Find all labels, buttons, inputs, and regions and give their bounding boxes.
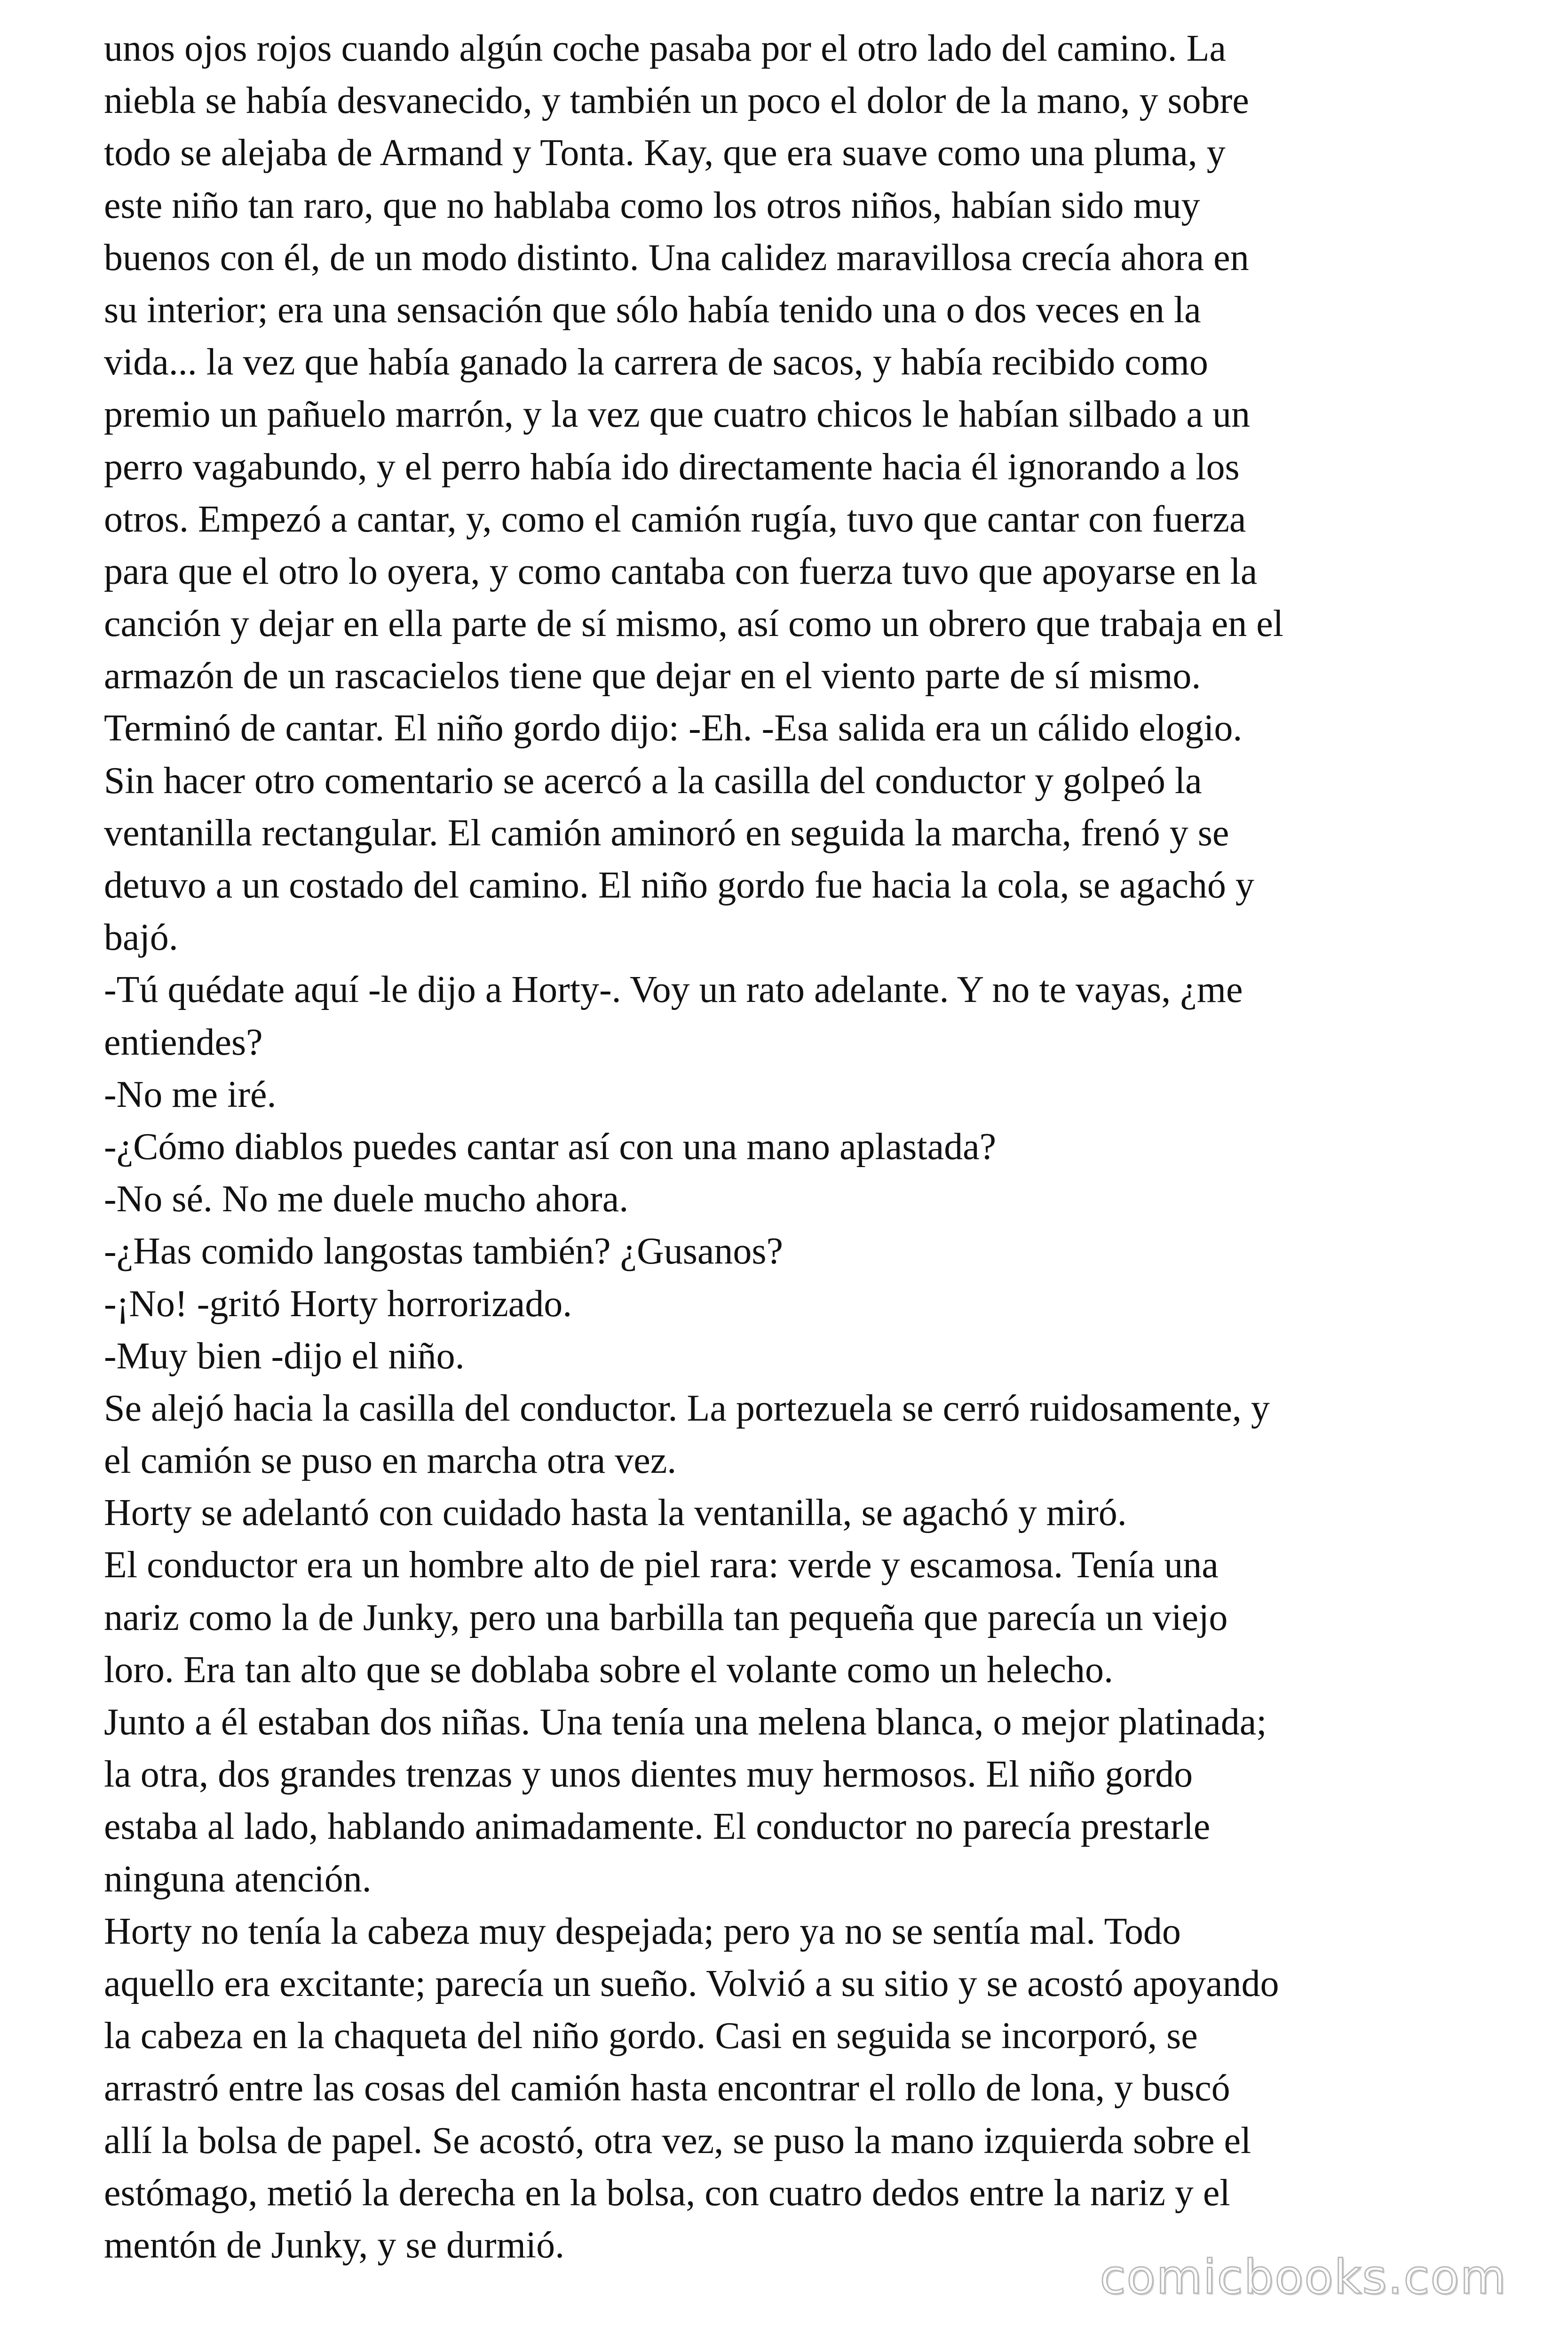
text-line: -No sé. No me duele mucho ahora. xyxy=(104,1178,629,1220)
text-line: su interior; era una sensación que sólo había tenido una o dos veces en la xyxy=(104,289,1201,331)
text-line: vida... la vez que había ganado la carrera de sacos, y había recibido como xyxy=(104,342,1208,383)
text-line: arrastró entre las cosas del camión hasta encontrar el rollo de lona, y buscó xyxy=(104,2067,1230,2109)
text-line: este niño tan raro, que no hablaba como los otros niños, habían sido muy xyxy=(104,184,1200,226)
text-line: Horty no tenía la cabeza muy despejada; pero ya no se sentía mal. Todo xyxy=(104,1910,1181,1952)
text-line: niebla se había desvanecido, y también un poco el dolor de la mano, y sobre xyxy=(104,80,1249,122)
text-line: -¡No! -gritó Horty horrorizado. xyxy=(104,1283,572,1325)
text-line: detuvo a un costado del camino. El niño gordo fue hacia la cola, se agachó y xyxy=(104,865,1254,906)
text-line: Se alejó hacia la casilla del conductor. La portezuela se cerró ruidosamente, y xyxy=(104,1387,1270,1429)
text-line: -¿Cómo diablos puedes cantar así con una mano aplastada? xyxy=(104,1126,997,1168)
text-line: estaba al lado, hablando animadamente. El conductor no parecía prestarle xyxy=(104,1806,1211,1848)
watermark: comicbooks.com xyxy=(1100,2249,1507,2304)
text-line: loro. Era tan alto que se doblaba sobre el volante como un helecho. xyxy=(104,1649,1113,1691)
text-line: Horty se adelantó con cuidado hasta la ventanilla, se agachó y miró. xyxy=(104,1492,1127,1534)
text-line: -Tú quédate aquí -le dijo a Horty-. Voy un rato adelante. Y no te vayas, ¿me xyxy=(104,969,1243,1011)
text-line: aquello era excitante; parecía un sueño. Volvió a su sitio y se acostó apoyando xyxy=(104,1963,1279,2004)
text-line: entiendes? xyxy=(104,1021,263,1063)
text-line: allí la bolsa de papel. Se acostó, otra vez, se puso la mano izquierda sobre el xyxy=(104,2120,1251,2161)
text-line: -No me iré. xyxy=(104,1073,277,1115)
text-line: premio un pañuelo marrón, y la vez que cuatro chicos le habían silbado a un xyxy=(104,394,1250,436)
text-line: ninguna atención. xyxy=(104,1858,372,1900)
text-line: para que el otro lo oyera, y como cantaba con fuerza tuvo que apoyarse en la xyxy=(104,550,1258,592)
text-line: bajó. xyxy=(104,917,178,959)
text-line: buenos con él, de un modo distinto. Una calidez maravillosa crecía ahora en xyxy=(104,237,1249,278)
text-line: canción y dejar en ella parte de sí mismo, así como un obrero que trabaja en el xyxy=(104,603,1283,645)
text-line: todo se alejaba de Armand y Tonta. Kay, que era suave como una pluma, y xyxy=(104,132,1226,174)
text-line: Junto a él estaban dos niñas. Una tenía una melena blanca, o mejor platinada; xyxy=(104,1701,1267,1743)
text-line: El conductor era un hombre alto de piel rara: verde y escamosa. Tenía una xyxy=(104,1544,1219,1586)
text-line: -¿Has comido langostas también? ¿Gusanos? xyxy=(104,1231,784,1272)
text-line: nariz como la de Junky, pero una barbilla tan pequeña que parecía un viejo xyxy=(104,1597,1228,1638)
text-line: unos ojos rojos cuando algún coche pasaba por el otro lado del camino. La xyxy=(104,28,1226,69)
page-body-text xyxy=(104,23,1477,2272)
text-line: la cabeza en la chaqueta del niño gordo. Casi en seguida se incorporó, se xyxy=(104,2015,1198,2057)
text-line: ventanilla rectangular. El camión aminoró en seguida la marcha, frenó y se xyxy=(104,812,1229,854)
text-line: Terminó de cantar. El niño gordo dijo: -Eh. -Esa salida era un cálido elogio. xyxy=(104,707,1243,749)
text-line: mentón de Junky, y se durmió. xyxy=(104,2224,565,2266)
text-line: -Muy bien -dijo el niño. xyxy=(104,1335,465,1377)
text-line: estómago, metió la derecha en la bolsa, con cuatro dedos entre la nariz y el xyxy=(104,2172,1230,2214)
text-line: otros. Empezó a cantar, y, como el camión rugía, tuvo que cantar con fuerza xyxy=(104,498,1246,540)
text-line: el camión se puso en marcha otra vez. xyxy=(104,1440,677,1482)
text-line: perro vagabundo, y el perro había ido directamente hacia él ignorando a los xyxy=(104,446,1240,488)
text-line: armazón de un rascacielos tiene que dejar en el viento parte de sí mismo. xyxy=(104,655,1201,697)
text-line: la otra, dos grandes trenzas y unos dientes muy hermosos. El niño gordo xyxy=(104,1754,1193,1796)
text-line: Sin hacer otro comentario se acercó a la casilla del conductor y golpeó la xyxy=(104,760,1202,802)
